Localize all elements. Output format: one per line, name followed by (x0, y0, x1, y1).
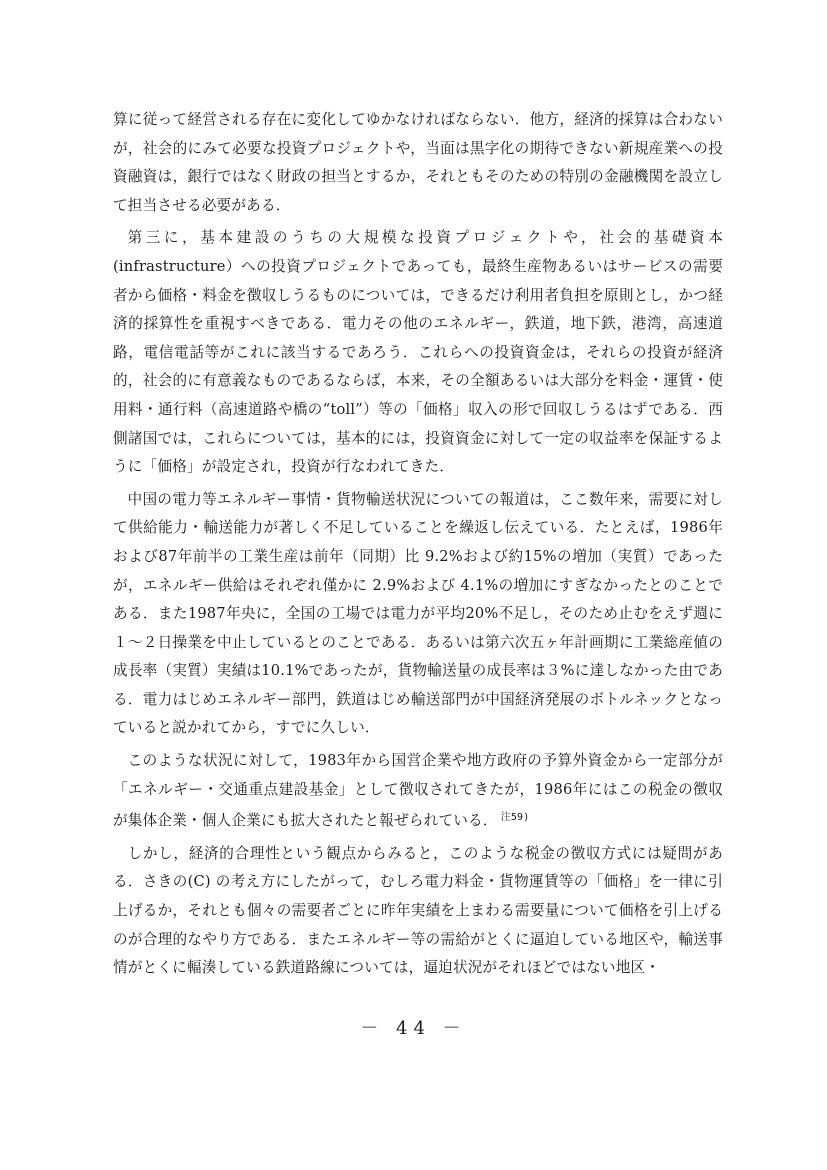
footnote-reference: 注59) (500, 812, 530, 824)
paragraph-4 (113, 747, 723, 836)
paragraph-1: 算に従って経営される存在に変化してゆかなければならない．他方，経済的採算は合わないが，社会的にみて必要な投資プロジェクトや，当面は黒字化の期待できない新規産業への投資融資は，銀行ではなく財政の担当とするか，それともそのための特別の金融機関を設立して担当させる必要がある． (113, 111, 723, 214)
paragraph-3: 中国の電力等エネルギー事情・貨物輸送状況についての報道は，ここ数年来，需要に対して供給能力・輸送能力が著しく不足していることを繰返し伝えている．たとえば，1986年および87年前半の工業生産は前年（同期）比 9.2%および約15%の増加（実質）であったが，エネルギー供給はそれぞれ僅かに 2.9%および 4.1%の増加にすぎなかったとのことである．また1987年央に，全国の工場では電力が平均20%不足し，そのため止むをえず週に１～２日操業を中止しているとのことである．あるいは第六次五ヶ年計画期に工業総産値の成長率（実質）実績は10.1%であったが，貨物輸送量の成長率は３%に達しなかった由である．電力はじめエネルギー部門，鉄道はじめ輸送部門が中国経済発展のボトルネックとなっていると説かれてから，すでに久しい． (113, 490, 723, 737)
paragraph-4-text: このような状況に対して，1983年から国営企業や地方政府の予算外資金から一定部分が「エネルギー・交通重点建設基金」として徴収されてきたが，1986年にはこの税金の徴収が集体企業・個人企業にも拡大されたと報ぜられている． (113, 752, 723, 830)
paragraph-2: 第三に，基本建設のうちの大規模な投資プロジェクトや，社会的基礎資本(infrastructure）への投資プロジェクトであっても，最終生産物あるいはサービスの需要者から価格・料金を徴収しうるものについては，できるだけ利用者負担を原則とし，かつ経済的採算性を重視すべきである．電力その他のエネルギー，鉄道，地下鉄，港湾，高速道路，電信電話等がこれに該当するであろう．これらへの投資資金は，それらの投資が経済的，社会的に有意義なものであるならば，本来，その全額あるいは大部分を料金・運賃・使用料・通行料（高速道路や橋の“toll”）等の「価格」収入の形で回収しうるはずである．西側諸国では，これらについては，基本的には，投資資金に対して一定の収益率を保証するように「価格」が設定され，投資が行なわれてきた． (113, 229, 723, 476)
paragraph-5: しかし，経済的合理性という観点からみると，このような税金の徴収方式には疑問がある．さきの(C) の考え方にしたがって，むしろ電力料金・貨物運賃等の「価格」を一律に引上げるか，それとも個々の需要者ごとに昨年実績を上まわる需要量について価格を引上げるのが合理的なやり方である．またエネルギー等の需給がとくに逼迫している地区や，輸送事情がとくに輻湊している鉄道路線については，逼迫状況がそれほどではない地区・ (113, 844, 723, 977)
page-number: － 44 － (360, 1018, 467, 1039)
body-text (113, 106, 723, 983)
